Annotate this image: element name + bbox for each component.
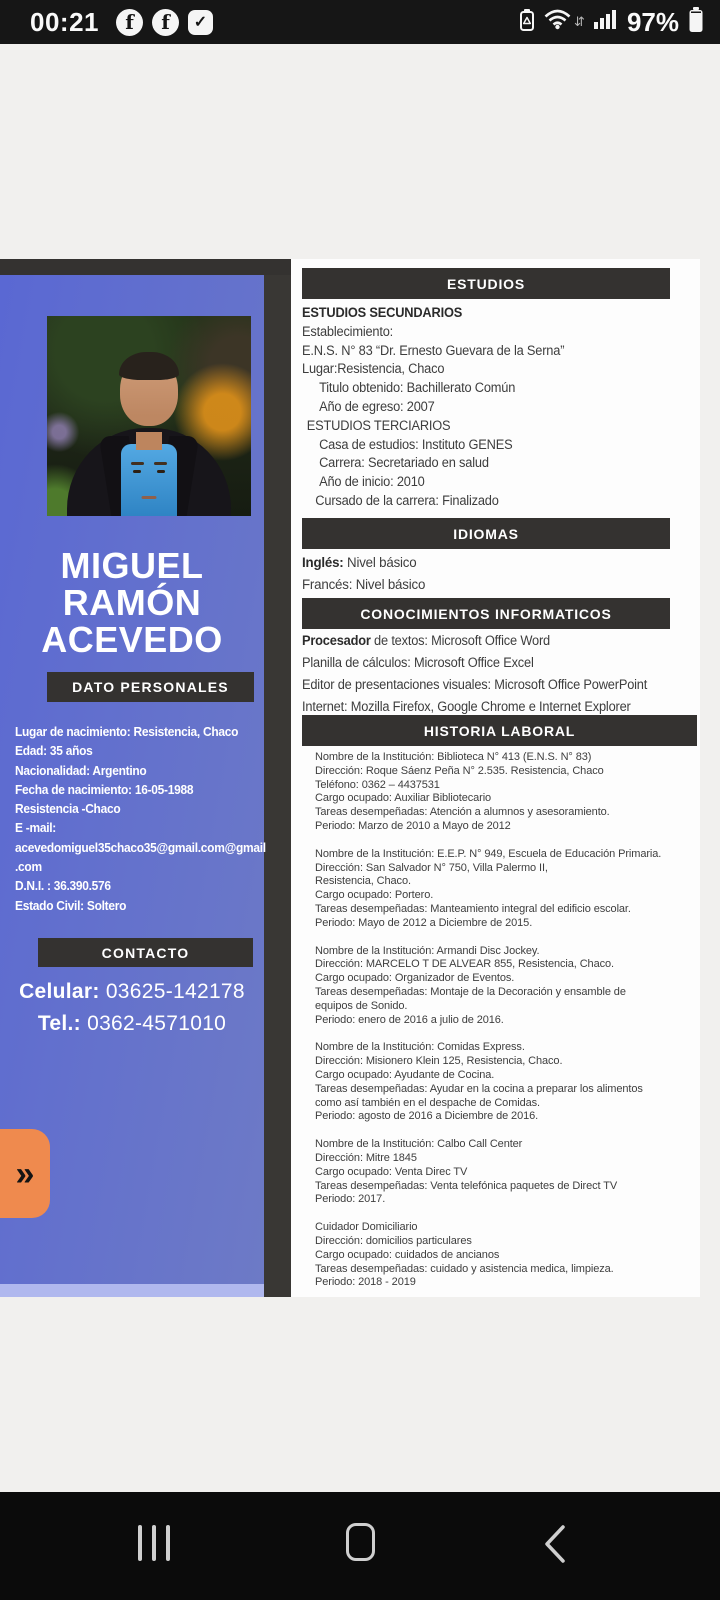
home-icon[interactable] xyxy=(346,1523,375,1561)
phone-landline-line xyxy=(0,1012,264,1036)
personal-data-line: Resistencia -Chaco xyxy=(15,801,121,817)
facebook-icon: f xyxy=(152,9,179,36)
estudios-line: Casa de estudios: Instituto GENES xyxy=(319,436,513,452)
conocimientos-line: Editor de presentaciones visuales: Microsoft Office PowerPoint xyxy=(302,677,648,692)
cv-document-page[interactable] xyxy=(0,259,700,1297)
battery-percentage: 97% xyxy=(626,6,679,37)
section-header-idiomas: IDIOMAS xyxy=(302,518,670,549)
recents-icon[interactable] xyxy=(138,1525,170,1561)
sidebar-divider-strip xyxy=(264,275,291,1297)
section-header-dato-personales: DATO PERSONALES xyxy=(47,672,254,702)
network-arrows-icon: ⇵ xyxy=(574,14,585,29)
historia-laboral-list xyxy=(315,751,697,1304)
estudios-line: Año de inicio: 2010 xyxy=(319,474,425,490)
estudios-line: ESTUDIOS SECUNDARIOS xyxy=(302,305,463,320)
wifi-icon xyxy=(544,9,571,35)
profile-photo xyxy=(47,316,251,516)
battery-saver-icon xyxy=(519,8,535,37)
clock: 00:21 xyxy=(30,6,99,37)
status-bar xyxy=(0,0,720,44)
job-entry: Nombre de la Institución: Comidas Express. Dirección: Misionero Klein 125, Resistencia, Chaco. Cargo ocupado: Ayudante de Cocina. Tareas desempeñadas: Ayudar en la cocina a preparar los alimentos como así también en el despache de Comidas. Periodo: agosto de 2016 a Diciembre de 2016. xyxy=(315,1041,643,1123)
personal-data-line: acevedomiguel35chaco35@gmail.com@gmail.com xyxy=(15,839,266,875)
personal-data-line: Estado Civil: Soltero xyxy=(15,897,127,913)
phone-cell-label: Celular: xyxy=(19,980,100,1003)
sidebar-top-bar xyxy=(0,259,291,275)
status-bar-left xyxy=(30,7,213,38)
photo-shirt-shape xyxy=(121,444,177,516)
battery-icon xyxy=(688,7,704,38)
back-icon[interactable] xyxy=(544,1525,566,1568)
estudios-text xyxy=(302,304,701,511)
person-name-line: RAMÓN xyxy=(62,582,202,623)
section-header-contacto: CONTACTO xyxy=(38,938,253,967)
facebook-icon: f xyxy=(116,9,143,36)
conocimientos-line: Internet: Mozilla Firefox, Google Chrome e Internet Explorer xyxy=(302,699,631,714)
estudios-line: Lugar:Resistencia, Chaco xyxy=(302,361,445,377)
personal-data-line: Edad: 35 años xyxy=(15,743,93,759)
estudios-line: Carrera: Secretariado en salud xyxy=(319,455,489,471)
job-entry: Cuidador Domiciliario Dirección: domicilios particulares Cargo ocupado: cuidados de ancianos Tareas desempeñadas: cuidado y asistencia medica, limpieza. Periodo: 2018 - 2019 xyxy=(315,1221,614,1289)
estudios-line: Cursado de la carrera: Finalizado xyxy=(315,492,499,508)
personal-data-line: D.N.I. : 36.390.576 xyxy=(15,878,111,894)
person-name-line: MIGUEL xyxy=(60,545,204,586)
estudios-line: Titulo obtenido: Bachillerato Común xyxy=(319,380,516,396)
photo-neck-shape xyxy=(136,432,162,450)
phone-landline-label: Tel.: xyxy=(37,1012,81,1035)
double-chevron-right-icon: » xyxy=(15,1154,35,1193)
personal-data-list xyxy=(15,722,267,915)
photo-hair-shape xyxy=(119,352,179,380)
personal-data-line: Fecha de nacimiento: 16-05-1988 xyxy=(15,781,194,797)
section-header-historia-laboral: HISTORIA LABORAL xyxy=(302,715,697,746)
photo-detail xyxy=(157,470,165,473)
person-name xyxy=(0,547,264,658)
job-entry: Nombre de la Institución: Biblioteca N° 413 (E.N.S. N° 83) Dirección: Roque Sáenz Peña N° 2.535. Resistencia, Chaco Teléfono: 0362 – 4437531 Cargo ocupado: Auxiliar Bibliotecario Tareas desempeñadas: Atención a alumnos y asesoramiento. Periodo: Marzo de 2010 a Mayo de 2012 xyxy=(315,751,610,832)
estudios-line: Año de egreso: 2007 xyxy=(319,398,435,414)
conocimientos-line: Planilla de cálculos: Microsoft Office Excel xyxy=(302,655,534,670)
estudios-line: E.N.S. N° 83 “Dr. Ernesto Guevara de la Serna” xyxy=(302,342,565,358)
person-name-line: ACEVEDO xyxy=(41,619,223,660)
section-header-estudios: ESTUDIOS xyxy=(302,268,670,299)
personal-data-line: Nacionalidad: Argentino xyxy=(15,762,147,778)
idiomas-line: Inglés: Nivel básico xyxy=(302,554,417,570)
idiomas-line: Francés: Nivel básico xyxy=(302,576,426,592)
job-entry: Nombre de la Institución: Armandi Disc Jockey. Dirección: MARCELO T DE ALVEAR 855, Resistencia, Chaco. Cargo ocupado: Organizador de Eventos. Tareas desempeñadas: Montaje de la Decoración y ensamble de equipos de Sonido. Periodo: enero de 2016 a julio de 2016. xyxy=(315,944,626,1026)
idiomas-text xyxy=(302,551,701,595)
phone-cell-line xyxy=(0,980,264,1004)
photo-detail xyxy=(133,470,141,473)
personal-data-line: E -mail: xyxy=(15,820,56,836)
personal-data-line: Lugar de nacimiento: Resistencia, Chaco xyxy=(15,724,239,739)
estudios-line: Establecimiento: xyxy=(302,323,394,339)
section-header-conocimientos: CONOCIMIENTOS INFORMATICOS xyxy=(302,598,670,629)
check-notification-icon: ✓ xyxy=(188,10,213,35)
photo-detail xyxy=(131,462,144,465)
signal-icon xyxy=(594,9,618,35)
android-nav-bar xyxy=(0,1492,720,1600)
photo-detail xyxy=(142,496,157,499)
phone-cell-value: 03625-142178 xyxy=(105,980,245,1003)
status-bar-right xyxy=(519,7,704,38)
photo-detail xyxy=(154,462,167,465)
estudios-line: ESTUDIOS TERCIARIOS xyxy=(306,417,451,433)
job-entry: Nombre de la Institución: Calbo Call Center Dirección: Mitre 1845 Cargo ocupado: Venta Direc TV Tareas desempeñadas: Venta telefónica paquetes de Direct TV Periodo: 2017. xyxy=(315,1138,618,1206)
sidebar-bottom-strip xyxy=(0,1284,264,1297)
conocimientos-text xyxy=(302,630,701,718)
conocimientos-line: Procesador de textos: Microsoft Office Word xyxy=(302,633,550,648)
phone-landline-value: 0362-4571010 xyxy=(87,1012,227,1035)
expand-toolbar-button[interactable] xyxy=(0,1129,50,1218)
job-entry: Nombre de la Institución: E.E.P. N° 949, Escuela de Educación Primaria. Dirección: San Salvador N° 750, Villa Palermo II, Resistencia, Chaco. Cargo ocupado: Portero. Tareas desempeñadas: Manteamiento integral del edificio escolar. Periodo: Mayo de 2012 a Diciembre de 2015. xyxy=(315,847,662,929)
